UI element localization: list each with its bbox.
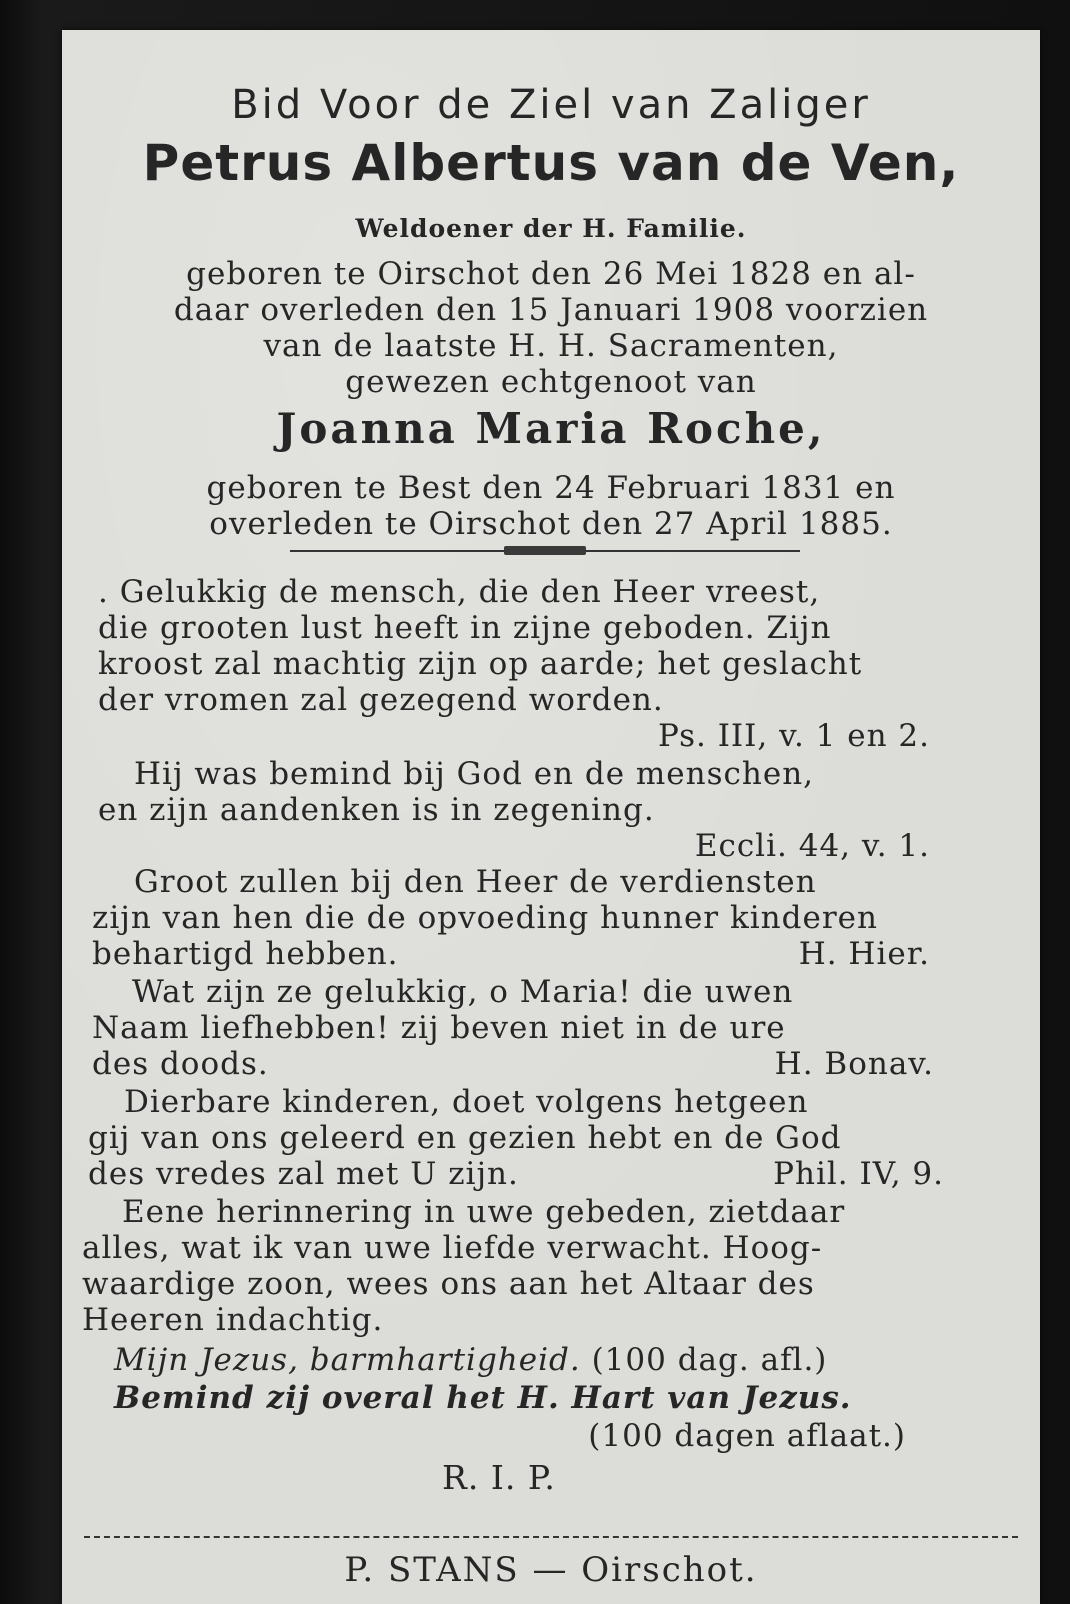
verse-line: zijn van hen die de opvoeding hunner kinderen [92,900,878,936]
verse-line: des doods. [92,1046,269,1082]
rip: R. I. P. [442,1458,556,1497]
verse-line: Groot zullen bij den Heer de verdiensten [134,864,817,900]
verse-line: die grooten lust heeft in zijne geboden. Zijn [98,610,832,646]
printer-imprint: P. STANS — Oirschot. [344,1550,758,1590]
verse-line: alles, wat ik van uwe liefde verwacht. Hoog- [82,1230,823,1266]
biography-line: daar overleden den 15 Januari 1908 voorzien [173,292,929,328]
verse-line: en zijn aandenken is in zegening. [98,792,655,828]
prayer-line: Bemind zij overal het H. Hart van Jezus. [114,1380,852,1416]
biography-line: gewezen echtgenoot van [345,364,757,400]
verse-line: Wat zijn ze gelukkig, o Maria! die uwen [132,974,794,1010]
spouse-name: Joanna Maria Roche, [276,404,826,453]
prayer-indulgence: (100 dagen aflaat.) [588,1418,906,1454]
biography-line: geboren te Oirschot den 26 Mei 1828 en al- [186,256,916,292]
spouse-line: overleden te Oirschot den 27 April 1885. [209,506,893,542]
heading: Bid Voor de Ziel van Zaliger [231,82,871,128]
spouse-line: geboren te Best den 24 Februari 1831 en [206,470,896,506]
epithet: Weldoener der H. Familie. [355,214,747,243]
divider-ornament [504,546,586,555]
footer-rule [84,1536,1018,1538]
verse-line: gij van ons geleerd en gezien hebt en de God [88,1120,842,1156]
prayer-indulgence: (100 dag. afl.) [580,1342,828,1378]
verse-line: Naam liefhebben! zij beven niet in de ure [92,1010,786,1046]
verse-reference: Ps. III, v. 1 en 2. [658,718,930,754]
verse-line: kroost zal machtig zijn op aarde; het geslacht [98,646,863,682]
verse-line: Hij was bemind bij God en de menschen, [134,756,815,792]
verse-line: behartigd hebben. [92,936,399,972]
verse-reference: H. Bonav. [774,1046,934,1082]
verse-line: Dierbare kinderen, doet volgens hetgeen [124,1084,809,1120]
verse-reference: Phil. IV, 9. [773,1156,944,1192]
biography-line: van de laatste H. H. Sacramenten, [263,328,839,364]
prayer-italic: Mijn Jezus, barmhartigheid. [114,1342,581,1378]
verse-line: Heeren indachtig. [82,1302,384,1338]
verse-reference: Eccli. 44, v. 1. [694,828,930,864]
verse-line: waardige zoon, wees ons aan het Altaar des [82,1266,815,1302]
verse-line: Eene herinnering in uwe gebeden, zietdaar [122,1194,846,1230]
verse-line: . Gelukkig de mensch, die den Heer vreest, [98,574,821,610]
deceased-name: Petrus Albertus van de Ven, [142,134,960,192]
verse-line: des vredes zal met U zijn. [88,1156,519,1192]
prayer-card [62,30,1040,1604]
verse-line: der vromen zal gezegend worden. [98,682,664,718]
prayer-line [114,1342,994,1378]
verse-reference: H. Hier. [798,936,930,972]
